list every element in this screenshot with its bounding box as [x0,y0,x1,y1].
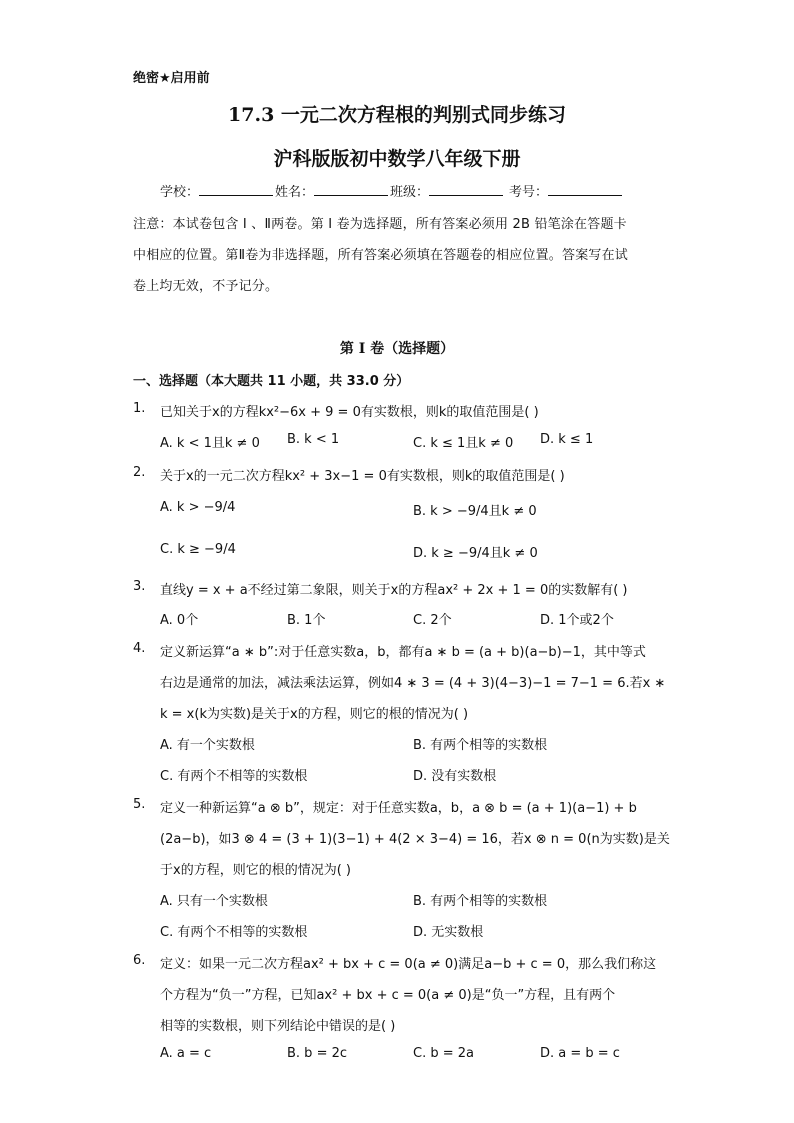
option-c[interactable]: C. k ≥ −9/4 [160,542,236,557]
question-text: 关于x的一元二次方程kx² + 3x−1 = 0有实数根，则k的取值范围是( ) [160,469,565,484]
question-text: 直线y = x + a不经过第二象限，则关于x的方程ax² + 2x + 1 = 0的实数解有( ) [160,583,628,598]
question-text-line: 个方程为“负一”方程，已知ax² + bx + c = 0(a ≠ 0)是“负一”方程，且有两个 [160,988,616,1003]
class-field[interactable] [429,181,503,196]
option-b[interactable]: B. 有两个相等的实数根 [413,894,548,909]
question-number: 3. [133,579,146,594]
notice-line-1: 注意：本试卷包含 Ⅰ 、Ⅱ两卷。第 Ⅰ 卷为选择题，所有答案必须用 2B 铅笔涂在答题卡 [133,217,627,232]
name-label: 姓名： [275,185,315,200]
question-text-line: 定义新运算“a ∗ b”:对于任意实数a，b，都有a ∗ b = (a + b)(a−b)−1，其中等式 [160,645,646,660]
option-a[interactable]: A. 只有一个实数根 [160,894,268,909]
volume-title: 第 I 卷（选择题） [339,341,455,357]
question-text-line: 定义：如果一元二次方程ax² + bx + c = 0(a ≠ 0)满足a−b + c = 0，那么我们称这 [160,957,657,972]
page-title: 17.3 一元二次方程根的判别式同步练习 [228,104,566,126]
question-number: 6. [133,953,146,968]
option-b[interactable]: B. b = 2c [287,1046,348,1061]
question-number: 1. [133,401,146,416]
notice-line-3: 卷上均无效，不予记分。 [133,279,279,294]
option-d[interactable]: D. a = b = c [540,1046,620,1061]
class-label: 班级： [390,185,430,200]
notice-line-2: 中相应的位置。第Ⅱ卷为非选择题，所有答案必须填在答题卷的相应位置。答案写在试 [133,248,628,263]
option-d[interactable]: D. 没有实数根 [413,769,497,784]
student-info-row [160,181,624,200]
question-text-line: 定义一种新运算“a ⊗ b”，规定：对于任意实数a，b，a ⊗ b = (a + 1)(a−1) + b [160,801,637,816]
option-d[interactable]: D. k ≥ −9/4且k ≠ 0 [413,546,538,561]
question-text-line: 于x的方程，则它的根的情况为( ) [160,863,351,878]
question-text: 已知关于x的方程kx²−6x + 9 = 0有实数根，则k的取值范围是( ) [160,405,539,420]
exam-no-field[interactable] [548,181,622,196]
page-subtitle: 沪科版版初中数学八年级下册 [273,148,521,170]
option-b[interactable]: B. 有两个相等的实数根 [413,738,548,753]
question-text-line: k = x(k为实数)是关于x的方程，则它的根的情况为( ) [160,707,469,722]
option-d[interactable]: D. 1个或2个 [540,613,614,628]
question-number: 5. [133,797,146,812]
option-c[interactable]: C. 有两个不相等的实数根 [160,769,308,784]
question-number: 4. [133,641,146,656]
secret-label: 绝密★启用前 [133,71,210,86]
school-label: 学校： [160,185,200,200]
option-c[interactable]: C. 2个 [413,613,452,628]
section-title: 一、选择题（本大题共 11 小题，共 33.0 分） [133,374,410,389]
option-d[interactable]: D. 无实数根 [413,925,484,940]
option-c[interactable]: C. b = 2a [413,1046,474,1061]
option-b[interactable]: B. k > −9/4且k ≠ 0 [413,504,537,519]
option-a[interactable]: A. 有一个实数根 [160,738,255,753]
exam-no-label: 考号： [509,185,549,200]
option-a[interactable]: A. a = c [160,1046,212,1061]
question-text-line: (2a−b)，如3 ⊗ 4 = (3 + 1)(3−1) + 4(2 × 3−4) = 16，若x ⊗ n = 0(n为实数)是关 [160,832,670,847]
option-b[interactable]: B. 1个 [287,613,326,628]
question-number: 2. [133,465,146,480]
option-a[interactable]: A. k > −9/4 [160,500,236,515]
option-d[interactable]: D. k ≤ 1 [540,432,594,447]
option-c[interactable]: C. 有两个不相等的实数根 [160,925,308,940]
school-field[interactable] [199,181,273,196]
option-a[interactable]: A. k < 1且k ≠ 0 [160,436,260,451]
option-c[interactable]: C. k ≤ 1且k ≠ 0 [413,436,514,451]
option-a[interactable]: A. 0个 [160,613,199,628]
option-b[interactable]: B. k < 1 [287,432,340,447]
name-field[interactable] [314,181,388,196]
question-text-line: 相等的实数根，则下列结论中错误的是( ) [160,1019,396,1034]
question-text-line: 右边是通常的加法，减法乘法运算，例如4 ∗ 3 = (4 + 3)(4−3)−1 = 7−1 = 6.若x ∗ [160,676,666,691]
